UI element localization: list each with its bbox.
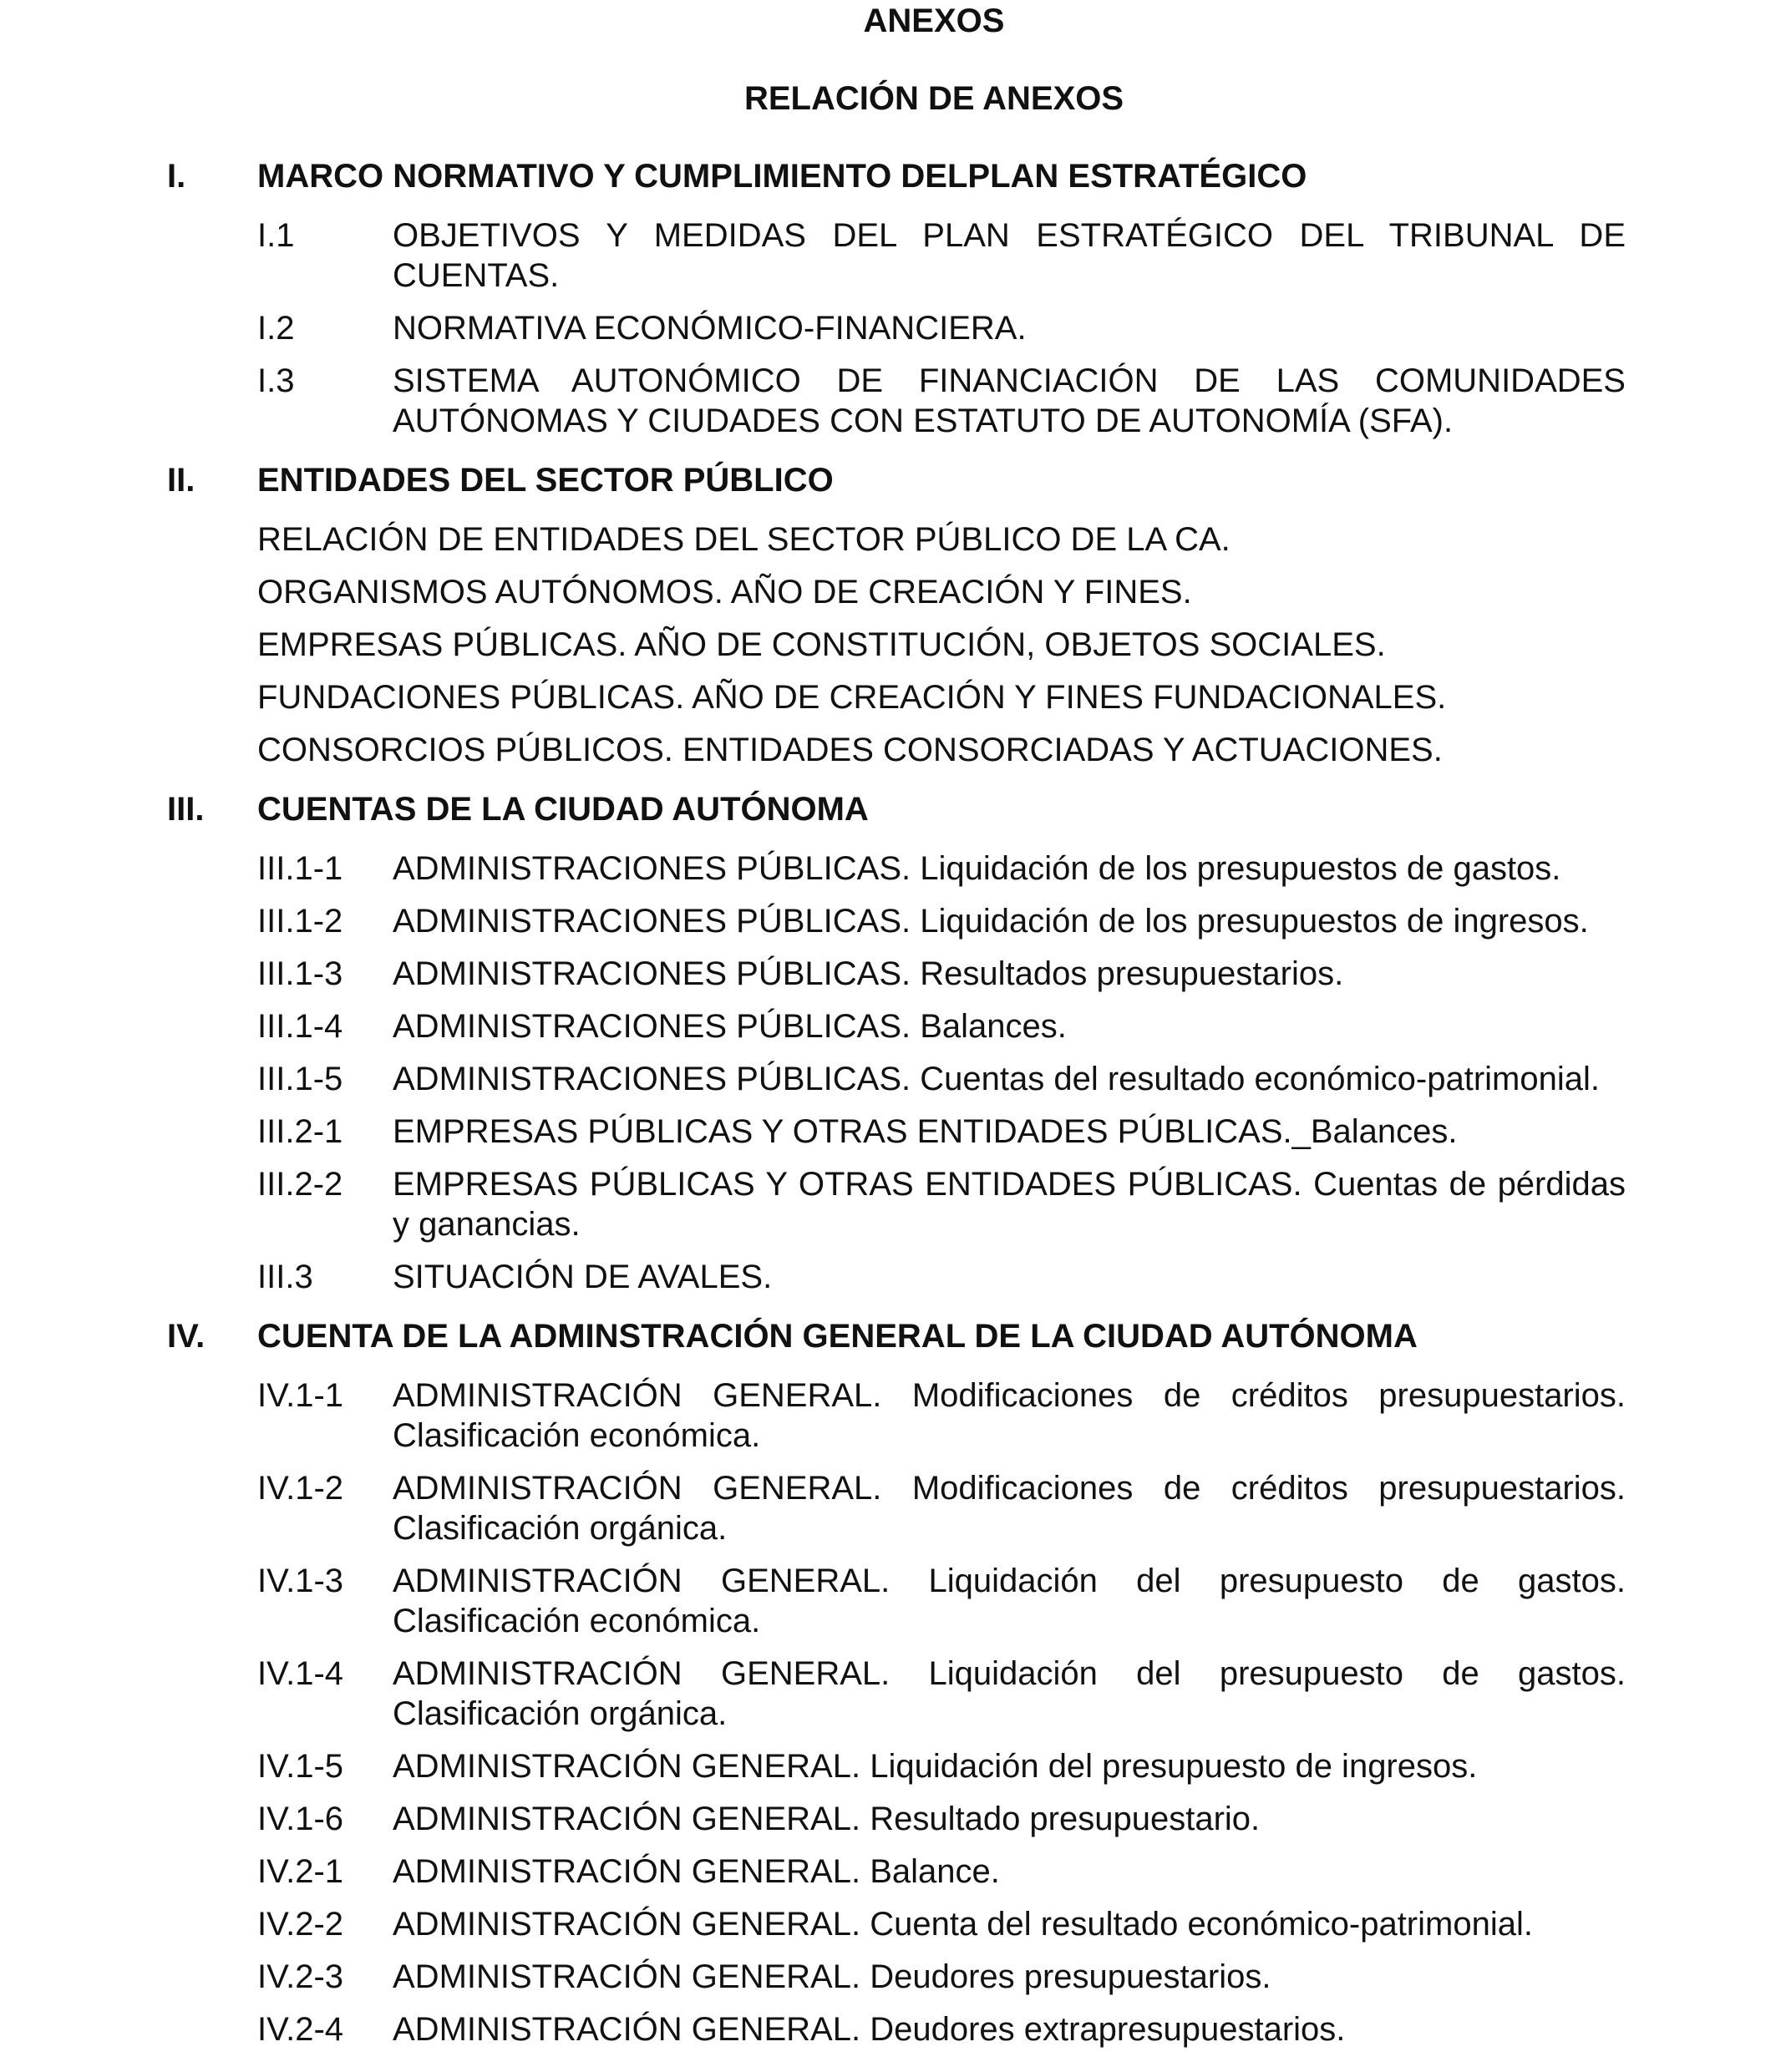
annex-title: EMPRESAS PÚBLICAS. AÑO DE CONSTITUCIÓN, OBJETOS SOCIALES. — [257, 626, 1386, 663]
annex-title: ADMINISTRACIÓN GENERAL. Balance. — [393, 1853, 1000, 1890]
section-number: IV. — [167, 1318, 206, 1355]
annex-code: IV.1-3 — [257, 1563, 344, 1599]
section-title: CUENTAS DE LA CIUDAD AUTÓNOMA — [257, 791, 869, 828]
annex-code: III.1-3 — [257, 955, 343, 992]
annex-code: III.2-2 — [257, 1166, 343, 1203]
section-number: I. — [167, 158, 186, 195]
annex-title: ADMINISTRACIÓN GENERAL. Liquidación del presupuesto de ingresos. — [393, 1748, 1478, 1785]
annex-title: ORGANISMOS AUTÓNOMOS. AÑO DE CREACIÓN Y FINES. — [257, 574, 1192, 610]
annex-title: EMPRESAS PÚBLICAS Y OTRAS ENTIDADES PÚBLICAS._Balances. — [393, 1113, 1458, 1150]
section-title: ENTIDADES DEL SECTOR PÚBLICO — [257, 462, 834, 499]
annex-code: IV.2-4 — [257, 2011, 344, 2048]
annex-code: IV.1-1 — [257, 1377, 344, 1414]
annex-title: ADMINISTRACIONES PÚBLICAS. Liquidación de los presupuestos de gastos. — [393, 850, 1561, 887]
annex-code: III.3 — [257, 1259, 313, 1295]
annex-title: ADMINISTRACIÓN GENERAL. Resultado presupuestario. — [393, 1801, 1261, 1837]
annex-code: III.1-4 — [257, 1008, 343, 1045]
annex-title: ADMINISTRACIONES PÚBLICAS. Balances. — [393, 1008, 1067, 1045]
annex-title: ADMINISTRACIÓN GENERAL. Deudores extrapresupuestarios. — [393, 2011, 1346, 2048]
annex-title: ADMINISTRACIÓN GENERAL. Deudores presupuestarios. — [393, 1958, 1271, 1995]
section-number: II. — [167, 462, 195, 499]
annex-code: I.1 — [257, 217, 295, 254]
annex-title: ADMINISTRACIÓN GENERAL. Liquidación del presupuesto de gastos. Clasificación económica. — [393, 1563, 1626, 1639]
annex-code: III.1-5 — [257, 1061, 343, 1097]
annex-title: FUNDACIONES PÚBLICAS. AÑO DE CREACIÓN Y FINES FUNDACIONALES. — [257, 679, 1447, 716]
annex-code: III.2-1 — [257, 1113, 343, 1150]
annex-code: I.3 — [257, 362, 295, 399]
page-title: ANEXOS — [863, 3, 1005, 39]
annex-code: IV.1-6 — [257, 1801, 344, 1837]
section-number: III. — [167, 791, 205, 828]
annex-title: ADMINISTRACIÓN GENERAL. Liquidación del presupuesto de gastos. Clasificación orgánica. — [393, 1655, 1626, 1732]
annex-title: RELACIÓN DE ENTIDADES DEL SECTOR PÚBLICO DE LA CA. — [257, 521, 1231, 558]
annex-code: III.1-1 — [257, 850, 343, 887]
annex-code: I.2 — [257, 310, 295, 347]
section-title: MARCO NORMATIVO Y CUMPLIMIENTO DELPLAN ESTRATÉGICO — [257, 158, 1307, 195]
annex-title: ADMINISTRACIONES PÚBLICAS. Cuentas del resultado económico-patrimonial. — [393, 1061, 1600, 1097]
annex-title: ADMINISTRACIONES PÚBLICAS. Resultados presupuestarios. — [393, 955, 1344, 992]
annex-code: IV.2-1 — [257, 1853, 344, 1890]
annex-title: NORMATIVA ECONÓMICO-FINANCIERA. — [393, 310, 1027, 347]
annex-title: CONSORCIOS PÚBLICOS. ENTIDADES CONSORCIADAS Y ACTUACIONES. — [257, 732, 1443, 768]
annex-title: ADMINISTRACIÓN GENERAL. Cuenta del resultado económico-patrimonial. — [393, 1906, 1533, 1943]
annex-title: ADMINISTRACIONES PÚBLICAS. Liquidación de los presupuestos de ingresos. — [393, 903, 1589, 940]
annex-title: ADMINISTRACIÓN GENERAL. Modificaciones de créditos presupuestarios. Clasificación económica. — [393, 1377, 1626, 1454]
annex-code: IV.2-3 — [257, 1958, 344, 1995]
section-title: CUENTA DE LA ADMINSTRACIÓN GENERAL DE LA CIUDAD AUTÓNOMA — [257, 1318, 1418, 1355]
annex-code: IV.1-5 — [257, 1748, 344, 1785]
page-subtitle: RELACIÓN DE ANEXOS — [743, 80, 1124, 117]
annex-code: III.1-2 — [257, 903, 343, 940]
annex-code: IV.1-2 — [257, 1470, 344, 1507]
annex-title: EMPRESAS PÚBLICAS Y OTRAS ENTIDADES PÚBLICAS. Cuentas de pérdidas y ganancias. — [393, 1166, 1626, 1243]
annex-title: SISTEMA AUTONÓMICO DE FINANCIACIÓN DE LAS COMUNIDADES AUTÓNOMAS Y CIUDADES CON ESTATUTO DE AUTONOMÍA (SFA). — [393, 362, 1626, 439]
annex-code: IV.1-4 — [257, 1655, 344, 1692]
annex-title: OBJETIVOS Y MEDIDAS DEL PLAN ESTRATÉGICO DEL TRIBUNAL DE CUENTAS. — [393, 217, 1626, 294]
annex-title: ADMINISTRACIÓN GENERAL. Modificaciones de créditos presupuestarios. Clasificación orgánica. — [393, 1470, 1626, 1547]
annex-title: SITUACIÓN DE AVALES. — [393, 1259, 773, 1295]
annex-code: IV.2-2 — [257, 1906, 344, 1943]
